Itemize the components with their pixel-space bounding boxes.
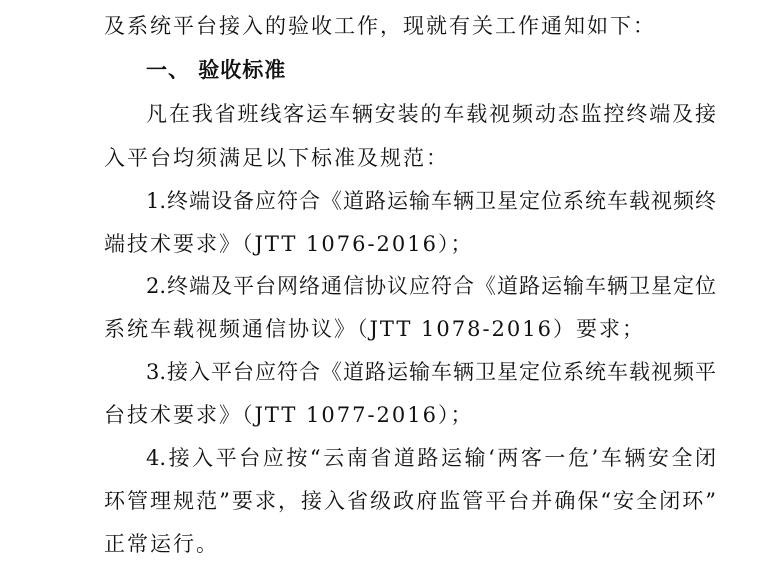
list-item-1-line-1: 1.终端设备应符合《道路运输车辆卫星定位系统车载视频终 (146, 189, 716, 213)
list-item-3-line-1: 3.接入平台应符合《道路运输车辆卫星定位系统车载视频平 (146, 360, 716, 384)
paragraph-intro-continuation: 及系统平台接入的验收工作，现就有关工作通知如下： (104, 14, 656, 38)
list-item-4-line-1: 4.接入平台应按“云南省道路运输‘两客一危’车辆安全闭 (146, 446, 716, 470)
section-heading-acceptance-standards: 一、 验收标准 (146, 58, 287, 82)
list-item-1-line-2: 端技术要求》（JTT 1076-2016）； (104, 232, 474, 256)
list-item-4-line-3: 正常运行。 (104, 532, 219, 556)
list-item-3-line-2: 台技术要求》（JTT 1077-2016）； (104, 403, 474, 427)
paragraph-standards-intro-line-2: 入平台均须满足以下标准及规范： (104, 146, 449, 170)
list-item-4-line-2: 环管理规范”要求，接入省级政府监管平台并确保“安全闭环” (104, 489, 716, 513)
paragraph-standards-intro-line-1: 凡在我省班线客运车辆安装的车载视频动态监控终端及接 (146, 102, 716, 126)
list-item-2-line-1: 2.终端及平台网络通信协议应符合《道路运输车辆卫星定位 (146, 274, 716, 298)
list-item-2-line-2: 系统车载视频通信协议》（JTT 1078-2016）要求； (104, 317, 645, 341)
